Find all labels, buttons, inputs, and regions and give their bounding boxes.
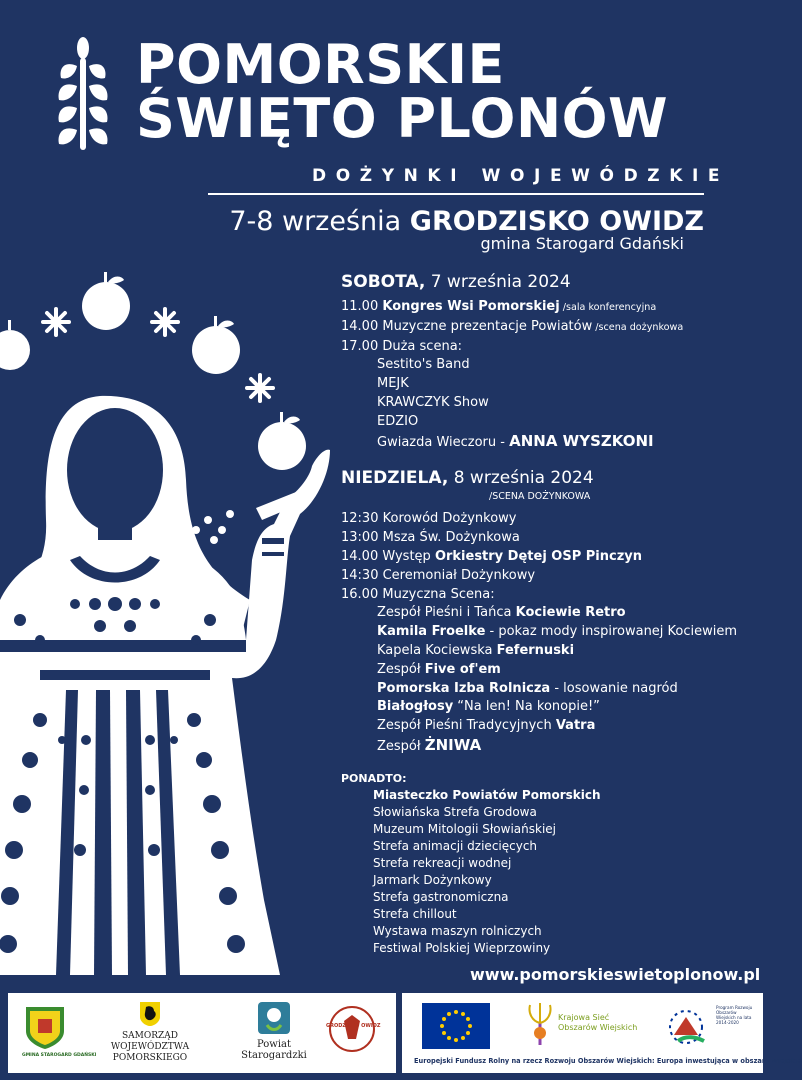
attraction: Strefa chillout <box>373 906 457 921</box>
partner-logos-right <box>402 993 802 1073</box>
item-note: /scena dożynkowa <box>592 321 684 333</box>
prow-icon <box>664 1001 712 1049</box>
act <box>341 661 751 680</box>
act-name: Kamila Froelke <box>377 624 486 640</box>
item-title: Korowód Dożynkowy <box>382 511 517 527</box>
website-link[interactable]: www.pomorskieswietoplonow.pl <box>470 965 761 984</box>
powiat-logo <box>226 1001 322 1061</box>
powiat-text: Powiat Starogardzki <box>241 1039 307 1061</box>
saturday-date: 7 września 2024 <box>425 272 571 292</box>
act-name: Vatra <box>555 718 596 734</box>
act: Sestito's Band <box>377 357 470 373</box>
attraction: Miasteczko Powiatów Pomorskich <box>373 787 601 802</box>
item-note: /sala konferencyjna <box>559 302 657 313</box>
saturday-heading <box>341 270 751 294</box>
saturday-label: SOBOTA, <box>341 272 426 292</box>
partner-logos-left <box>8 993 396 1073</box>
act-pre: Zespół Pieśni Tradycyjnych <box>377 718 556 734</box>
title-line-1: POMORSKIE <box>136 33 505 96</box>
act-post: “Na len! Na konopie!” <box>453 699 600 715</box>
schedule-item <box>341 548 751 567</box>
schedule-item <box>341 529 751 548</box>
schedule-item <box>341 510 751 529</box>
attraction: Festiwal Polskiej Wieprzowiny <box>373 940 551 955</box>
item-time: 12:30 <box>341 511 383 527</box>
item-time: 14:30 <box>341 567 383 583</box>
star-name: ANNA WYSZKONI <box>509 431 654 450</box>
act <box>341 680 751 699</box>
item-time: 14.00 <box>341 548 383 564</box>
cornflower-icon <box>152 309 178 335</box>
act-post: - losowanie nagród <box>550 680 678 696</box>
sunday-date: 8 września 2024 <box>448 468 594 489</box>
samorzad-line2: WOJEWÓDZTWA POMORSKIEGO <box>110 1042 190 1063</box>
act-name: Kociewie Retro <box>515 605 626 621</box>
ponadto-heading: PONADTO: <box>341 771 407 785</box>
item-bold: Orkiestry Dętej OSP Pinczyn <box>434 548 643 564</box>
apple-icon <box>192 316 240 374</box>
grodzisko-icon <box>326 1001 381 1057</box>
schedule-item <box>341 338 751 357</box>
act-headliner <box>341 736 751 757</box>
act-pre: Kapela Kociewska <box>377 642 497 658</box>
item-time: 11.00 <box>341 299 383 314</box>
grodzisko-logo <box>326 1001 381 1061</box>
griffin-icon <box>137 1001 163 1027</box>
cornflower-icon <box>247 375 273 401</box>
act-name: Białogłosy <box>377 699 454 715</box>
act-name: Five of'em <box>424 661 501 677</box>
act: MEJK <box>377 376 409 392</box>
act <box>341 698 751 717</box>
item-title: Muzyczne prezentacje Powiatów <box>382 318 593 334</box>
prow-text: Program Rozwoju Obszarów Wiejskich na lata 2014-2020 <box>716 1005 753 1025</box>
schedule-item <box>341 318 751 338</box>
act-pre: Zespół <box>377 661 425 677</box>
act <box>341 604 751 623</box>
title-line-2: ŚWIĘTO PLONÓW <box>136 87 669 150</box>
apple-icon <box>82 272 130 330</box>
attraction: Słowiańska Strefa Grodowa <box>373 804 537 819</box>
attraction: Strefa animacji dziecięcych <box>373 838 538 853</box>
gmina-logo-text: GMINA STAROGARD GDAŃSKI <box>22 1053 97 1058</box>
ksow-icon <box>522 1001 558 1047</box>
gmina-crest-icon <box>22 1005 97 1058</box>
ksow-line2: Obszarów Wiejskich <box>558 1023 638 1032</box>
place-text: GRODZISKO OWIDZ <box>409 206 704 237</box>
scene-note: /SCENA DOŻYNKOWA <box>489 491 591 503</box>
sunday-heading <box>341 466 751 490</box>
powiat-icon <box>257 1001 291 1035</box>
ksow-line1: Krajowa Sieć <box>558 1013 610 1022</box>
item-title: Muzyczna Scena: <box>382 586 495 602</box>
schedule <box>341 270 751 957</box>
star-label: Gwiazda Wieczoru - <box>377 434 510 450</box>
cornflower-icon <box>43 309 69 335</box>
act-name: Pomorska Izba Rolnicza <box>377 680 551 696</box>
act-pre: Zespół <box>377 738 425 754</box>
item-time: 13:00 <box>341 530 383 546</box>
schedule-item <box>341 298 751 318</box>
act: KRAWCZYK Show <box>377 394 489 410</box>
star-of-evening <box>341 432 751 453</box>
schedule-item <box>341 567 751 586</box>
attraction: Strefa rekreacji wodnej <box>373 855 512 870</box>
attraction: Strefa gastronomiczna <box>373 889 509 904</box>
item-time: 17.00 <box>341 338 383 354</box>
samorzad-line1: SAMORZĄD <box>121 1031 178 1041</box>
act <box>341 623 751 642</box>
eafrd-caption: Europejski Fundusz Rolny na rzecz Rozwoju Obszarów Wiejskich: Europa inwestująca w obszary wiejskie <box>414 1057 802 1065</box>
divider <box>208 193 704 195</box>
act-name: ŻNIWA <box>424 735 482 754</box>
attraction: Wystawa maszyn rolniczych <box>373 923 542 938</box>
item-title: Msza Św. Dożynkowa <box>382 530 520 546</box>
gmina-text: gmina Starogard Gdański <box>480 234 684 253</box>
ksow-text <box>558 1013 637 1033</box>
attraction: Muzeum Mitologii Słowiańskiej <box>373 821 556 836</box>
apple-icon <box>0 320 30 370</box>
act-pre: Zespół Pieśni i Tańca <box>377 605 516 621</box>
sunday-label: NIEDZIELA, <box>341 468 449 489</box>
act: EDZIO <box>377 413 419 429</box>
item-title: Ceremoniał Dożynkowy <box>382 567 536 583</box>
item-title: Występ <box>382 548 435 564</box>
act <box>341 642 751 661</box>
item-time: 16.00 <box>341 586 383 602</box>
date-text: 7-8 września <box>229 206 410 237</box>
attraction: Jarmark Dożynkowy <box>373 872 492 887</box>
grodzisko-text: GRODZISKO OWIDZ <box>326 1023 381 1029</box>
act-name: Fefernuski <box>496 642 575 658</box>
act-post: - pokaz mody inspirowanej Kociewiem <box>485 624 738 640</box>
item-time: 14.00 <box>341 318 383 334</box>
subtitle: DOŻYNKI WOJEWÓDZKIE <box>312 166 730 186</box>
samorzad-logo <box>90 1001 210 1064</box>
act <box>341 717 751 736</box>
apple-icon <box>258 412 306 470</box>
eu-flag-icon <box>422 1003 490 1049</box>
item-title: Duża scena: <box>382 338 463 354</box>
wheat-icon <box>55 38 111 150</box>
harvest-girl-illustration <box>0 262 340 982</box>
item-title: Kongres Wsi Pomorskiej <box>382 299 560 314</box>
schedule-item <box>341 586 751 605</box>
